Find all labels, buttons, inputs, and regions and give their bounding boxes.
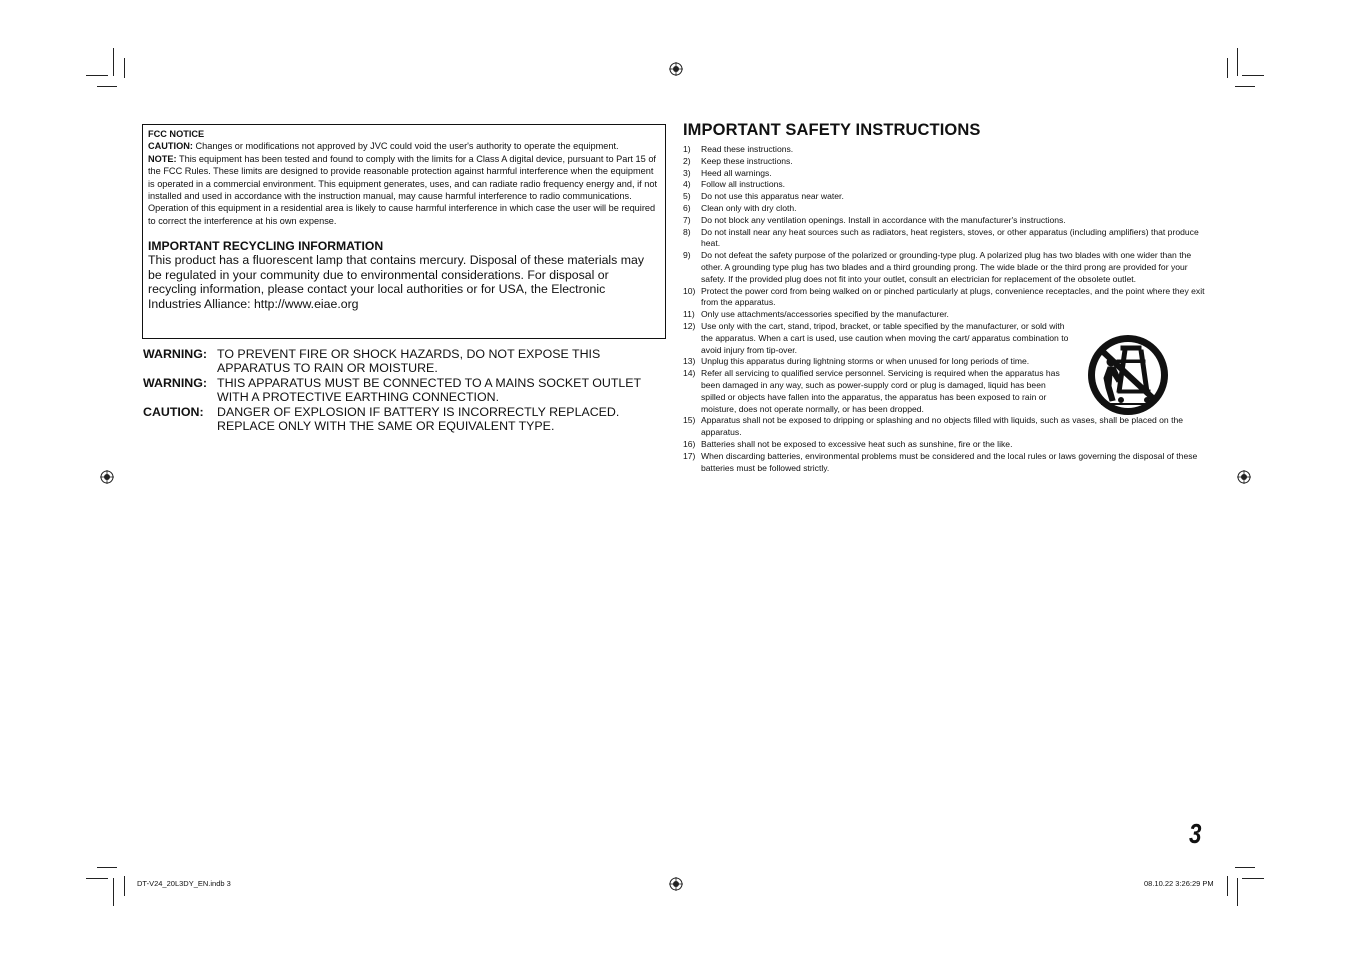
item-text: Do not block any ventilation openings. Install in accordance with the manufacturer's instructions. xyxy=(701,214,1066,225)
list-item xyxy=(683,309,1213,321)
item-number: 9) xyxy=(683,250,691,261)
registration-mark-icon xyxy=(100,470,114,484)
item-number: 10) xyxy=(683,285,696,296)
item-text: Heed all warnings. xyxy=(701,167,772,178)
safety-instructions-title: IMPORTANT SAFETY INSTRUCTIONS xyxy=(683,121,981,139)
list-item xyxy=(683,227,1213,251)
item-text: Batteries shall not be exposed to excessive heat such as sunshine, fire or the like. xyxy=(701,438,1013,449)
item-text: Keep these instructions. xyxy=(701,155,793,166)
list-item xyxy=(683,415,1213,439)
list-item xyxy=(683,451,1213,475)
registration-mark-icon xyxy=(669,877,683,891)
safety-instructions-list xyxy=(683,144,1213,474)
footer-timestamp: 08.10.22 3:26:29 PM xyxy=(1144,879,1214,888)
fcc-note xyxy=(148,153,660,227)
list-item xyxy=(683,168,1213,180)
list-item xyxy=(683,439,1213,451)
item-number: 3) xyxy=(683,167,691,178)
item-text: Read these instructions. xyxy=(701,144,794,154)
item-text: Unplug this apparatus during lightning storms or when unused for long periods of time. xyxy=(701,356,1030,367)
recycling-body: This product has a fluorescent lamp that contains mercury. Disposal of these materials may be regulated in your community due to environmental considerations. For disposal or recycling information, please contact your local authorities or for USA, the Electronic Industries Alliance: http://www.eiae.org xyxy=(148,253,644,312)
fcc-caution-text: Changes or modifications not approved by JVC could void the user's authority to operate the equipment. xyxy=(192,141,619,152)
list-item xyxy=(683,203,1213,215)
item-text: Only use attachments/accessories specified by the manufacturer. xyxy=(701,309,949,320)
warning-row xyxy=(143,405,673,434)
item-text: Use only with the cart, stand, tripod, bracket, or table specified by the manufacturer, or sold with the apparatus. When a cart is used, use caution when moving the cart/ apparatus combination to avoid injury from tip-over. xyxy=(701,320,1069,355)
item-text: Apparatus shall not be exposed to dripping or splashing and no objects filled with liquids, such as vases, shall be placed on the apparatus. xyxy=(701,415,1184,438)
registration-mark-icon xyxy=(1237,470,1251,484)
list-item xyxy=(683,179,1213,191)
warning-text: THIS APPARATUS MUST BE CONNECTED TO A MAINS SOCKET OUTLET WITH A PROTECTIVE EARTHING CONNECTION. xyxy=(217,375,641,405)
fcc-notice-box xyxy=(142,124,666,339)
fcc-note-label: NOTE: xyxy=(148,153,177,164)
fcc-caution-label: CAUTION: xyxy=(148,141,193,152)
warnings-block xyxy=(143,347,673,433)
list-item xyxy=(683,144,1213,156)
fcc-note-text: This equipment has been tested and found to comply with the limits for a Class A digital device, pursuant to Part 15 of the FCC Rules. These limits are designed to provide reasonable protection against harmful interference when the equipment is operated in a commercial environment. This equipment generates, uses, and can radiate radio frequency energy and, if not installed and used in accordance with the instruction manual, may cause harmful interference to radio communications. Operation of this equipment in a residential area is likely to cause harmful interference in which case the user will be required to correct the interference at his own expense. xyxy=(148,153,658,226)
item-text: Follow all instructions. xyxy=(701,179,786,190)
item-number: 13) xyxy=(683,356,696,367)
item-number: 6) xyxy=(683,202,691,213)
item-number: 15) xyxy=(683,415,696,426)
item-number: 2) xyxy=(683,155,691,166)
item-number: 8) xyxy=(683,226,691,237)
item-number: 16) xyxy=(683,438,696,449)
item-number: 1) xyxy=(683,144,691,154)
warning-text: TO PREVENT FIRE OR SHOCK HAZARDS, DO NOT EXPOSE THIS APPARATUS TO RAIN OR MOISTURE. xyxy=(217,347,601,376)
caution-text: DANGER OF EXPLOSION IF BATTERY IS INCORRECTLY REPLACED. REPLACE ONLY WITH THE SAME OR EQUIVALENT TYPE. xyxy=(217,404,620,434)
item-number: 7) xyxy=(683,214,691,225)
item-number: 11) xyxy=(683,309,695,320)
fcc-notice-title: FCC NOTICE xyxy=(148,129,205,139)
item-number: 5) xyxy=(683,191,691,202)
item-text: When discarding batteries, environmental problems must be considered and the local rules or laws governing the disposal of these batteries must be followed strictly. xyxy=(701,450,1198,473)
list-item xyxy=(683,191,1213,203)
item-text: Do not use this apparatus near water. xyxy=(701,191,844,202)
item-text: Do not defeat the safety purpose of the polarized or grounding-type plug. A polarized plug has two blades with one wider than the other. A grounding type plug has two blades and a third grounding prong. The wide blade or the third prong are provided for your safety. If the provided plug does not fit into your outlet, consult an electrician for replacement of the obsolete outlet. xyxy=(701,250,1192,284)
warning-label: WARNING: xyxy=(143,375,208,390)
list-item xyxy=(683,156,1213,168)
warning-label: WARNING: xyxy=(143,347,208,361)
cart-tipover-warning-icon xyxy=(1087,334,1169,416)
registration-mark-icon xyxy=(669,62,683,76)
item-text: Refer all servicing to qualified service personnel. Servicing is required when the apparatus has been damaged in any way, such as power-supply cord or plug is damaged, liquid has been spilled or objects have fallen into the apparatus, the apparatus has been exposed to rain or moisture, does not operate normally, or has been dropped. xyxy=(701,368,1060,414)
list-item xyxy=(683,286,1213,310)
item-number: 14) xyxy=(683,368,696,379)
footer-filename: DT-V24_20L3DY_EN.indb 3 xyxy=(137,879,231,888)
warning-row xyxy=(143,347,673,376)
list-item xyxy=(683,215,1213,227)
item-number: 17) xyxy=(683,450,696,461)
list-item xyxy=(683,250,1213,285)
fcc-caution xyxy=(148,140,660,152)
item-number: 4) xyxy=(683,179,691,190)
recycling-title: IMPORTANT RECYCLING INFORMATION xyxy=(148,239,384,254)
item-text: Protect the power cord from being walked on or pinched particularly at plugs, convenience receptacles, and the point where they exit from the apparatus. xyxy=(701,285,1205,308)
item-text: Clean only with dry cloth. xyxy=(701,202,797,213)
item-text: Do not install near any heat sources such as radiators, heat registers, stoves, or other apparatus (including amplifiers) that produce heat. xyxy=(701,226,1199,249)
item-number: 12) xyxy=(683,320,696,331)
page-number: 3 xyxy=(1189,818,1202,849)
caution-label: CAUTION: xyxy=(143,404,204,419)
warning-row xyxy=(143,376,673,405)
